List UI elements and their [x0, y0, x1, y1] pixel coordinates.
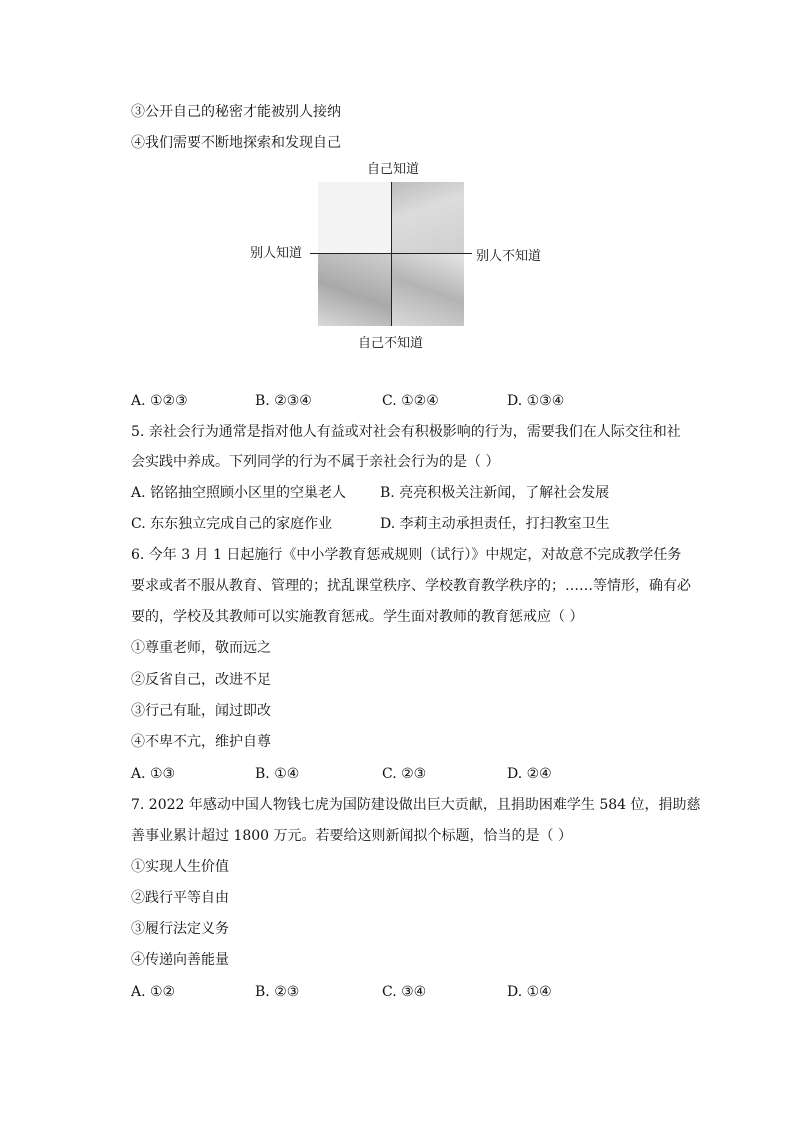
quadrant-top-left	[318, 182, 392, 254]
q6-option-c[interactable]: C. ②③	[382, 766, 427, 782]
q5-options-row-1	[131, 483, 691, 503]
vertical-axis	[391, 182, 392, 326]
q7-options	[131, 982, 691, 1002]
q4-option-a[interactable]: A. ①②③	[131, 393, 188, 409]
q6-stem-line-2: 要求或者不服从教育、管理的；扰乱课堂秩序、学校教育教学秩序的；……等情形，确有必	[131, 578, 691, 594]
q6-option-a[interactable]: A. ①③	[131, 766, 176, 782]
q4-options	[131, 391, 691, 411]
q5-options-row-2	[131, 514, 691, 534]
q7-option-d[interactable]: D. ①④	[507, 984, 552, 1000]
label-others-unknown: 别人不知道	[476, 249, 542, 264]
horizontal-axis	[310, 253, 472, 254]
q4-statement-4: ④我们需要不断地探索和发现自己	[131, 135, 341, 151]
q7-option-a[interactable]: A. ①②	[131, 984, 176, 1000]
q7-option-c[interactable]: C. ③④	[382, 984, 427, 1000]
q7-statement-1: ①实现人生价值	[131, 859, 229, 875]
q5-option-b[interactable]: B. 亮亮积极关注新闻，了解社会发展	[380, 485, 610, 501]
q5-option-a[interactable]: A. 铭铭抽空照顾小区里的空巢老人	[131, 485, 347, 501]
q4-statement-3: ③公开自己的秘密才能被别人接纳	[131, 104, 341, 120]
q6-statement-4: ④不卑不亢，维护自尊	[131, 734, 271, 750]
q6-statement-3: ③行己有耻，闻过即改	[131, 703, 271, 719]
quadrant-top-right	[392, 182, 464, 254]
q4-option-d[interactable]: D. ①③④	[507, 393, 565, 409]
q6-statement-1: ①尊重老师，敬而远之	[131, 640, 271, 656]
q6-options	[131, 764, 691, 784]
label-self-known: 自己知道	[367, 162, 420, 177]
q7-stem-line-2: 善事业累计超过 1800 万元。若要给这则新闻拟个标题，恰当的是（ ）	[131, 828, 572, 844]
q4-option-c[interactable]: C. ①②④	[382, 393, 439, 409]
q5-option-c[interactable]: C. 东东独立完成自己的家庭作业	[131, 516, 333, 532]
label-self-unknown: 自己不知道	[358, 336, 424, 351]
q5-stem-line-1: 5. 亲社会行为通常是指对他人有益或对社会有积极影响的行为，需要我们在人际交往和社	[131, 424, 681, 440]
quadrant-bottom-right	[392, 254, 464, 326]
q7-stem-line-1: 7. 2022 年感动中国人物钱七虎为国防建设做出巨大贡献，且捐助困难学生 584 位，捐助慈	[131, 797, 701, 813]
q6-stem-line-3: 要的，学校及其教师可以实施教育惩戒。学生面对教师的教育惩戒应（ ）	[131, 609, 584, 625]
q6-stem-line-1: 6. 今年 3 月 1 日起施行《中小学教育惩戒规则（试行）》中规定，对故意不完成教学任务	[131, 547, 682, 563]
q5-option-d[interactable]: D. 李莉主动承担责任，打扫教室卫生	[380, 516, 610, 532]
q7-statement-3: ③履行法定义务	[131, 921, 229, 937]
quadrant-bottom-left	[318, 254, 392, 326]
label-others-known: 别人知道	[250, 246, 303, 261]
q7-statement-4: ④传递向善能量	[131, 952, 229, 968]
q6-option-b[interactable]: B. ①④	[255, 766, 300, 782]
q6-statement-2: ②反省自己，改进不足	[131, 672, 271, 688]
johari-window-diagram	[246, 160, 546, 352]
q6-option-d[interactable]: D. ②④	[507, 766, 552, 782]
q7-option-b[interactable]: B. ②③	[255, 984, 300, 1000]
q7-statement-2: ②践行平等自由	[131, 890, 229, 906]
q5-stem-line-2: 会实践中养成。下列同学的行为不属于亲社会行为的是（ ）	[131, 454, 500, 470]
q4-option-b[interactable]: B. ②③④	[255, 393, 312, 409]
